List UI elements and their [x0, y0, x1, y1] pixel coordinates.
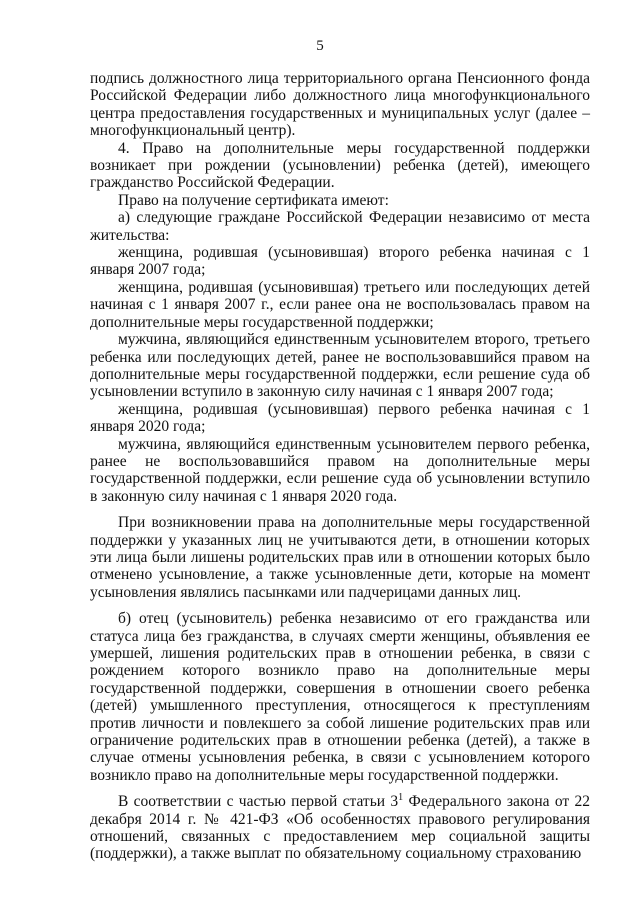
paragraph: а) следующие граждане Российской Федерации независимо от места жительства:: [90, 209, 590, 244]
paragraph: подпись должностного лица территориального органа Пенсионного фонда Российской Федерации либо должностного лица многофункционального центра предоставления государственных и муниципальных услуг (далее – многофункциональный центр).: [90, 70, 590, 140]
paragraph-text-part: В соответствии с частью первой статьи 3: [118, 793, 399, 811]
document-body: [90, 70, 590, 863]
superscript: 1: [398, 792, 404, 804]
paragraph: женщина, родившая (усыновившая) третьего или последующих детей начиная с 1 января 2007 г., если ранее она не воспользовалась правом на дополнительные меры государственной поддержки;: [90, 278, 590, 331]
paragraph: женщина, родившая (усыновившая) второго ребенка начиная с 1 января 2007 года;: [90, 244, 590, 279]
paragraph-text-part: Федерального закона от 22 декабря 2014 г. № 421-ФЗ «Об особенностях правового регулирования отношений, связанных с предоставлением мер социальной защиты (поддержки), а также выплат по обязательному социальному страхованию: [90, 793, 590, 863]
paragraph-last: [90, 793, 590, 863]
paragraph: женщина, родившая (усыновившая) первого ребенка начиная с 1 января 2020 года;: [90, 400, 590, 436]
page-number: 5: [316, 38, 324, 54]
paragraph: Право на получение сертификата имеют:: [118, 191, 389, 209]
paragraph: б) отец (усыновитель) ребенка независимо от его гражданства или статуса лица без гражданства, в случаях смерти женщины, объявления ее умершей, лишения родительских прав в отношении ребенка, в связи с рождением которого возникло право на дополнительные меры государственной поддержки, совершения в отношении своего ребенка (детей) умышленного преступления, относящегося к преступлениям против личности и повлекшего за собой лишение родительских прав или ограничение родительских прав в отношении ребенка (детей), а также в случае отмены усыновления ребенка, в связи с усыновлением которого возникло право на дополнительные меры государственной поддержки.: [90, 610, 590, 784]
paragraph: При возникновении права на дополнительные меры государственной поддержки у указанных лиц не учитываются дети, в отношении которых эти лица были лишены родительских прав или в отношении которых было отменено усыновление, а также усыновленные дети, которые на момент усыновления являлись пасынками или падчерицами данных лиц.: [90, 514, 590, 601]
paragraph: 4. Право на дополнительные меры государственной поддержки возникает при рождении (усыновлении) ребенка (детей), имеющего гражданство Российской Федерации.: [90, 139, 590, 192]
paragraph: мужчина, являющийся единственным усыновителем второго, третьего ребенка или последующих детей, ранее не воспользовавшийся правом на дополнительные меры государственной поддержки, если решение суда об усыновлении вступило в законную силу начиная с 1 января 2007 года;: [90, 331, 590, 401]
paragraph: мужчина, являющийся единственным усыновителем первого ребенка, ранее не воспользовавшийся правом на дополнительные меры государственной поддержки, если решение суда об усыновлении вступило в законную силу начиная с 1 января 2020 года.: [90, 435, 590, 505]
